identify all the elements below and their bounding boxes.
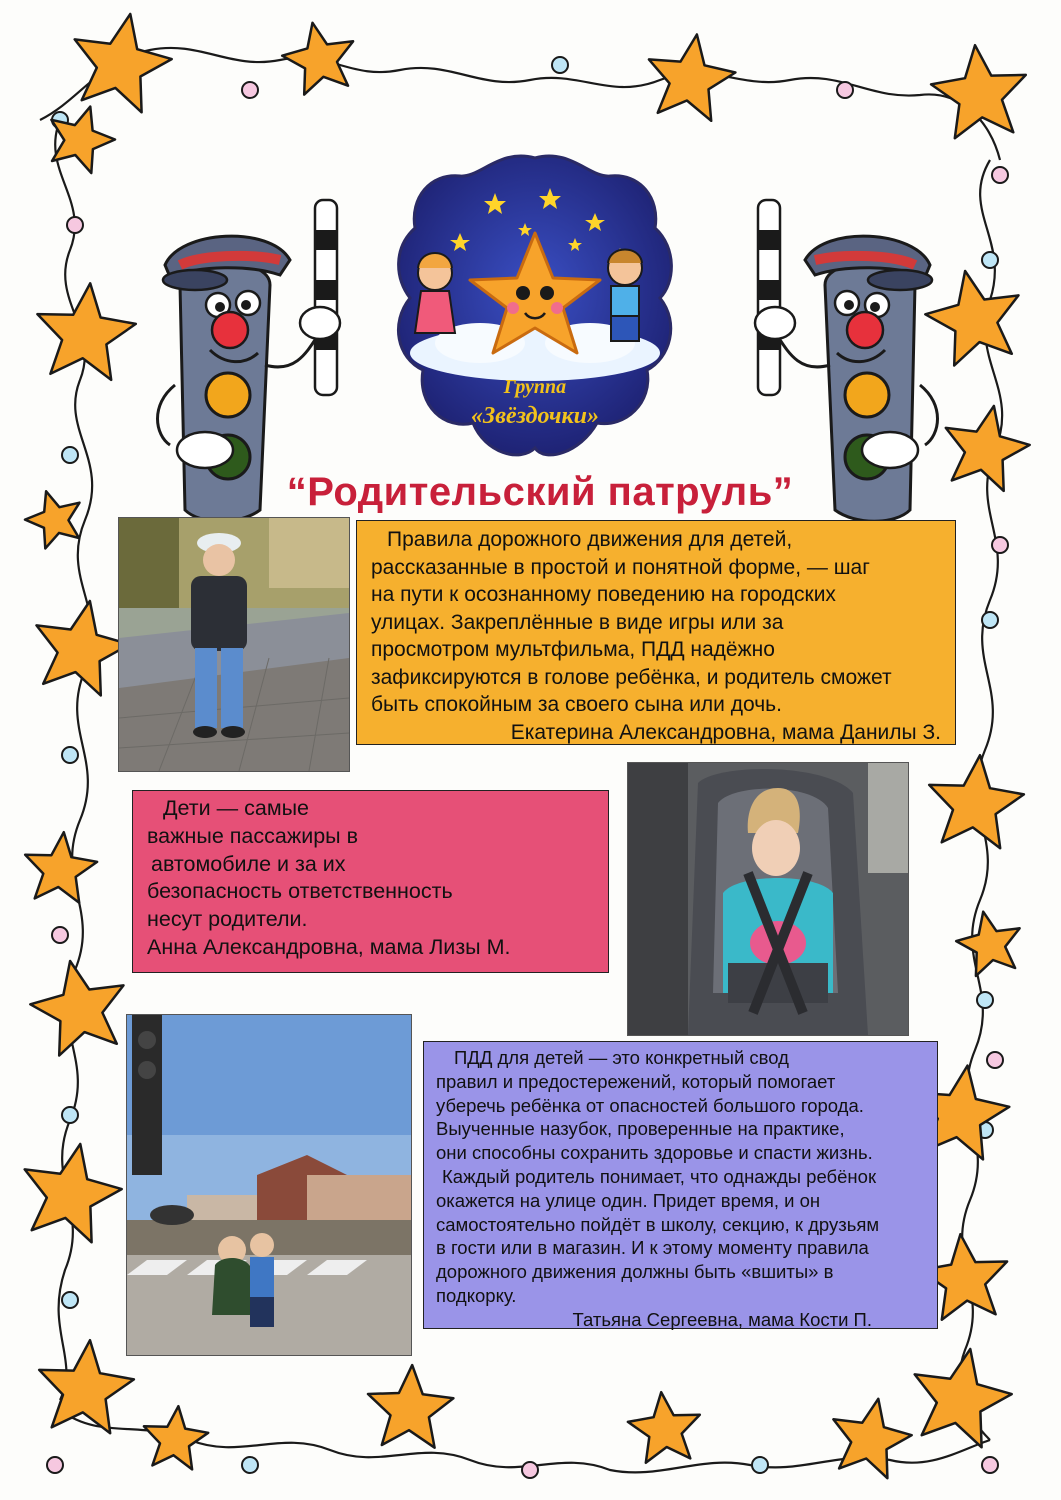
frame-star-icon (833, 1399, 911, 1478)
frame-star-icon (368, 1365, 453, 1448)
frame-star-icon (282, 23, 353, 95)
frame-bead-icon (62, 1292, 78, 1308)
frame-star-icon (628, 1392, 700, 1463)
frame-bead-icon (982, 252, 998, 268)
boy-figure (608, 250, 642, 342)
frame-star-icon (649, 35, 736, 121)
quote-line: Правила дорожного движения для детей, (387, 528, 793, 551)
quote-line: Каждый родитель понимает, что однажды ребёнок (442, 1165, 877, 1187)
quote-line: быть спокойным за своего сына или дочь. (371, 693, 782, 716)
frame-star-icon (37, 601, 130, 696)
frame-star-icon (30, 961, 123, 1056)
quote-line: правил и предостережений, который помогает (436, 1070, 836, 1092)
frame-bead-icon (977, 992, 993, 1008)
photo-girl-car-seat (627, 762, 909, 1036)
frame-bead-icon (752, 1457, 768, 1473)
frame-bead-icon (62, 747, 78, 763)
quote-line: окажется на улице один. Придет время, и он (436, 1189, 821, 1211)
quote-line: рассказанные в простой и понятной форме, — шаг (371, 555, 870, 579)
quote-ekaterina (356, 520, 956, 745)
frame-star-icon (144, 1406, 208, 1469)
quote-line: зафиксируются в голове ребёнка, и родитель сможет (371, 665, 892, 689)
frame-bead-icon (242, 1457, 258, 1473)
frame-star-icon (37, 283, 135, 380)
frame-bead-icon (552, 57, 568, 73)
frame-star-icon (39, 1340, 134, 1433)
quote-line: просмотром мультфильма, ПДД надёжно (371, 638, 775, 661)
quote-line: ПДД для детей — это конкретный свод (454, 1047, 789, 1068)
frame-bead-icon (837, 82, 853, 98)
quote-line: самостоятельно пойдёт в школу, секцию, к друзьям (436, 1213, 880, 1235)
quote-tatyana (423, 1041, 938, 1329)
quote-line: важные пассажиры в (147, 823, 359, 848)
frame-bead-icon (62, 447, 78, 463)
quote-anna (132, 790, 609, 973)
frame-bead-icon (67, 217, 83, 233)
frame-star-icon (25, 832, 97, 903)
frame-bead-icon (982, 612, 998, 628)
quote-signature: Екатерина Александровна, мама Данилы З. (510, 720, 941, 744)
quote-line: они способны сохранить здоровье и спасти жизнь. (436, 1142, 873, 1164)
logo-group-label: Группа (503, 376, 567, 398)
frame-star-icon (931, 45, 1026, 138)
frame-bead-icon (992, 167, 1008, 183)
page-title: “Родительский патруль” (286, 470, 794, 514)
frame-bead-icon (242, 82, 258, 98)
frame-bead-icon (522, 1462, 538, 1478)
quote-signature: Татьяна Сергеевна, мама Кости П. (572, 1308, 872, 1330)
frame-bead-icon (987, 1052, 1003, 1068)
frame-star-icon (929, 755, 1024, 848)
quote-line: автомобиле и за их (151, 851, 346, 876)
frame-star-icon (75, 14, 172, 112)
quote-line: несут родители. (147, 907, 308, 932)
frame-bead-icon (52, 927, 68, 943)
logo-group-name: «Звёздочки» (470, 403, 600, 429)
frame-star-icon (956, 912, 1019, 976)
frame-bead-icon (992, 537, 1008, 553)
girl-figure (415, 253, 455, 333)
quote-line: уберечь ребёнка от опасностей большого города. (436, 1094, 864, 1116)
frame-bead-icon (47, 1457, 63, 1473)
frame-bead-icon (62, 1107, 78, 1123)
frame-bead-icon (982, 1457, 998, 1473)
quote-line: улицах. Закреплённые в виде игры или за (371, 610, 784, 634)
photo-boy-sidewalk (118, 517, 350, 772)
quote-signature: Анна Александровна, мама Лизы М. (147, 934, 511, 959)
frame-star-icon (915, 1349, 1012, 1447)
quote-line: Выученные назубок, проверенные на практике, (436, 1118, 845, 1140)
quote-line: безопасность ответственность (147, 879, 453, 904)
quote-line: на пути к осознанному поведению на городских (371, 583, 836, 606)
group-logo (385, 148, 685, 468)
quote-line: Дети — самые (163, 796, 310, 820)
photo-mother-son-crossing (126, 1014, 412, 1356)
quote-line: подкорку. (436, 1284, 517, 1306)
quote-line: в гости или в магазин. И к этому моменту правила (436, 1237, 869, 1259)
quote-line: дорожного движения должны быть «вшиты» в (436, 1261, 834, 1283)
frame-star-icon (25, 491, 80, 548)
